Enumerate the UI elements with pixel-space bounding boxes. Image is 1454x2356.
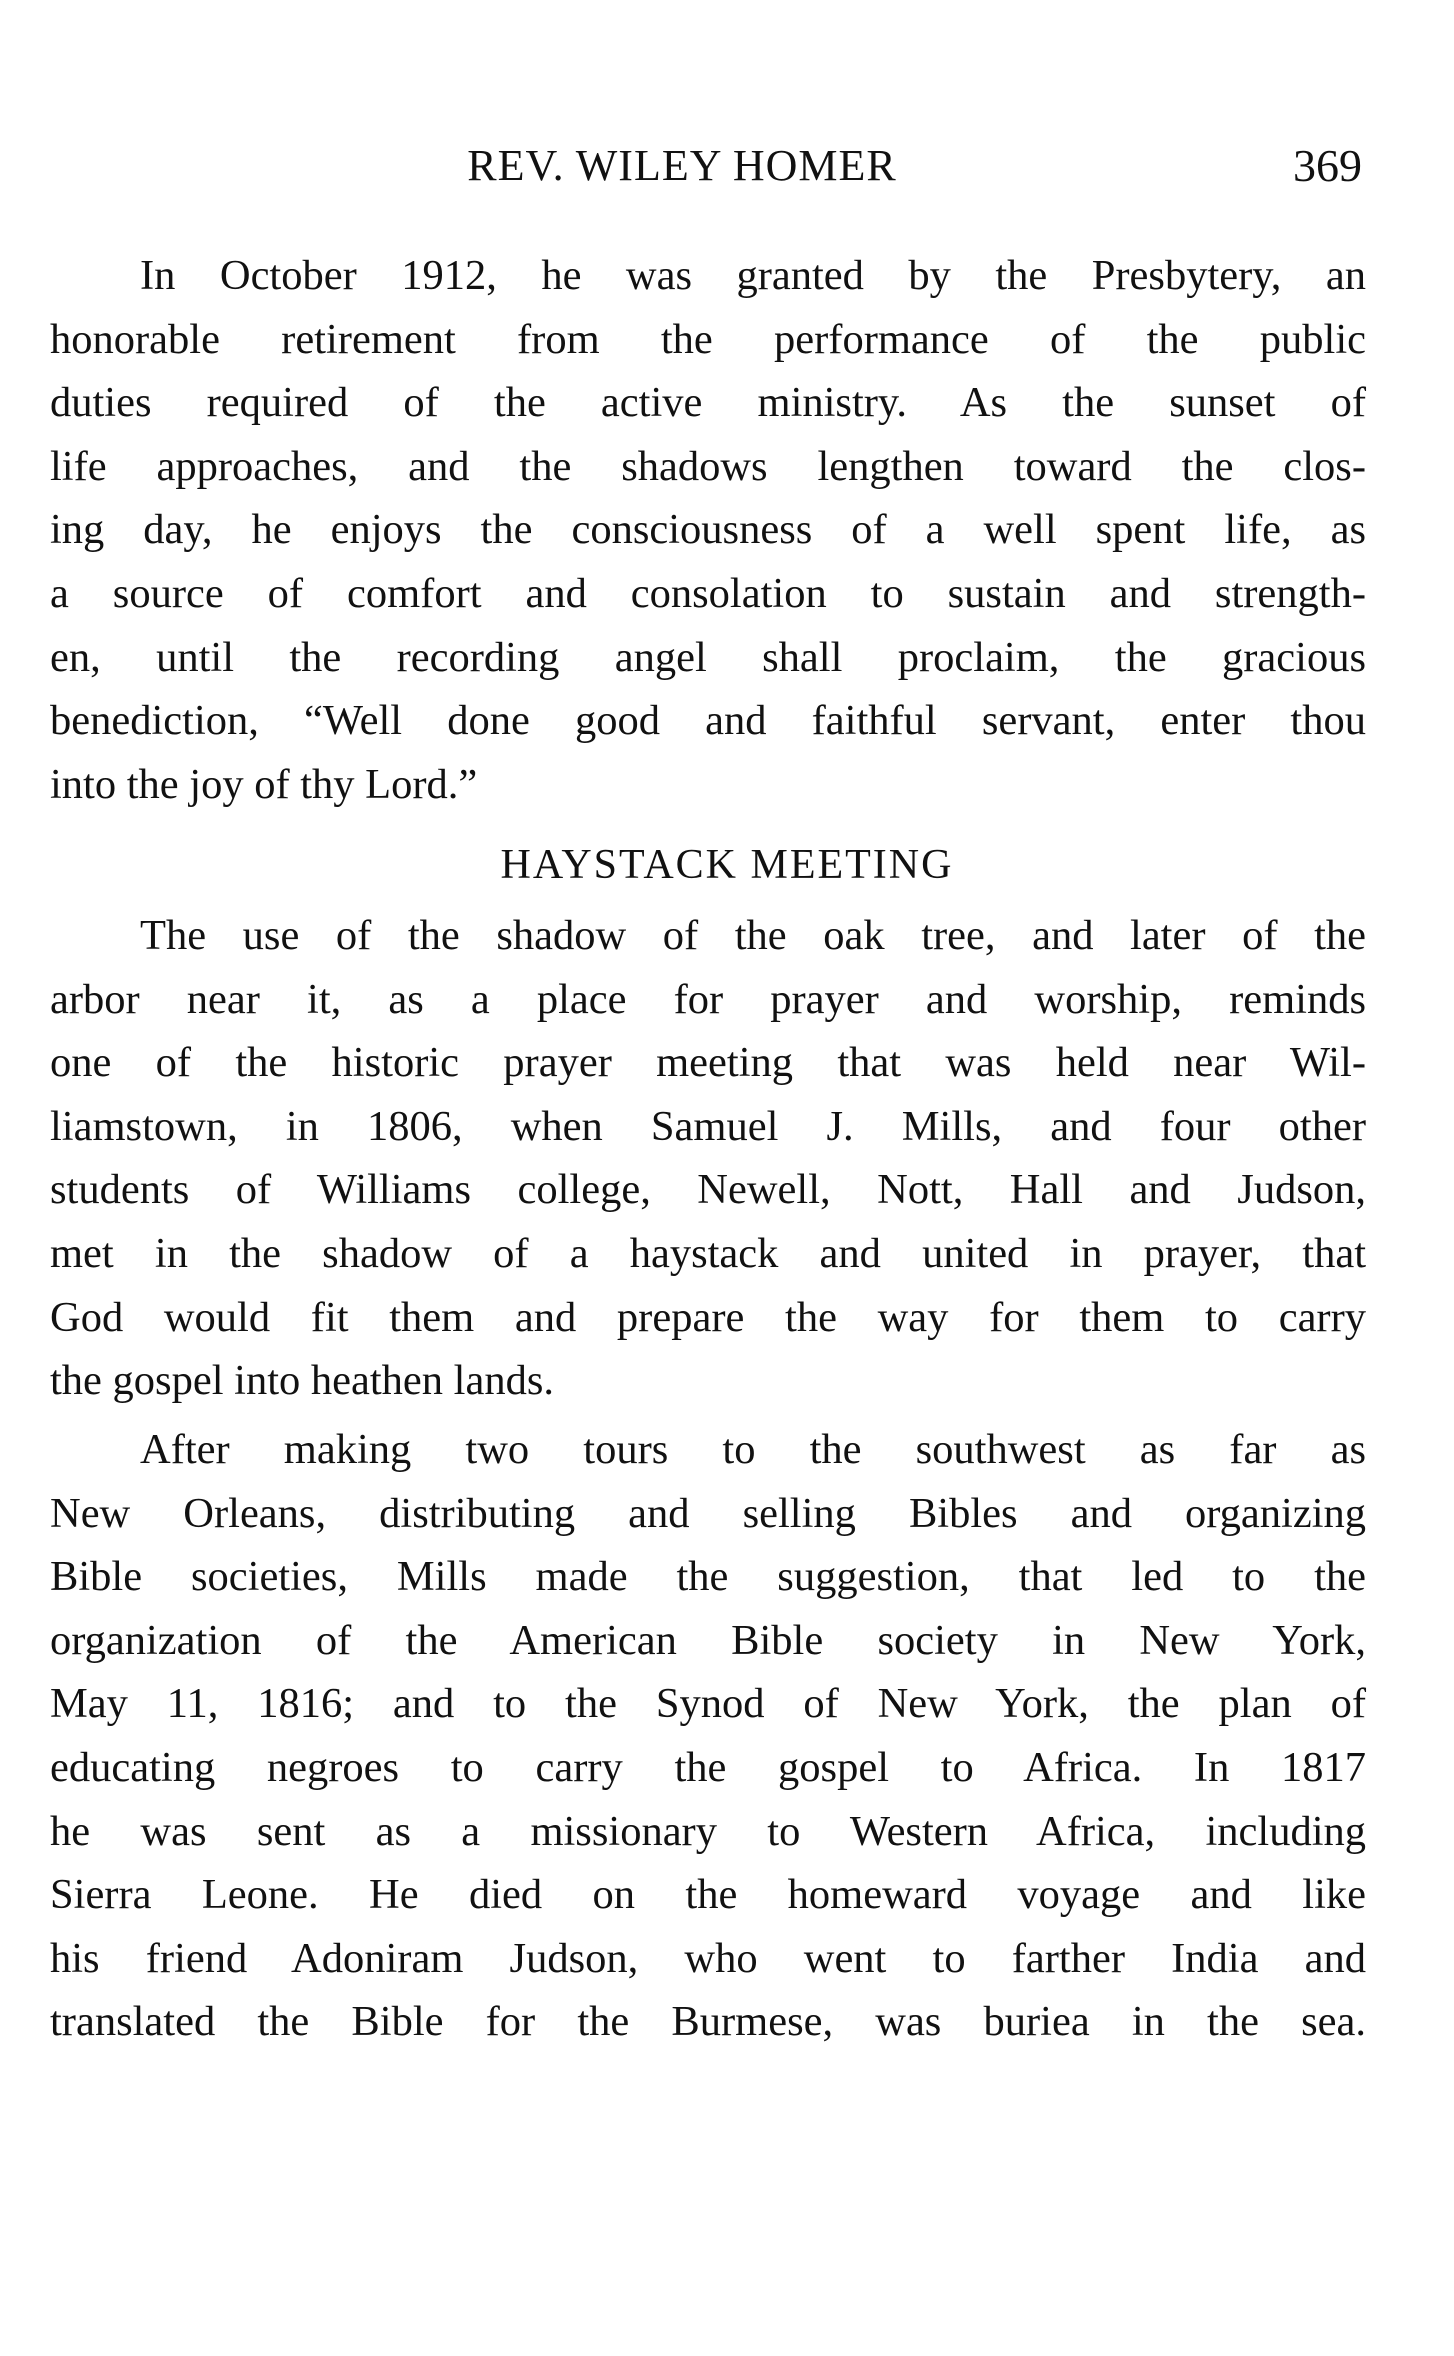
paragraph-mills	[50, 1418, 1366, 2054]
text-line: arbor near it, as a place for prayer and worship, reminds	[50, 975, 1366, 1023]
text-line: ing day, he enjoys the consciousness of a well spent life, as	[50, 506, 1366, 554]
text-line: The use of the shadow of the oak tree, and later of the	[140, 912, 1366, 959]
text-line: God would fit them and prepare the way for them to carry	[50, 1293, 1366, 1341]
text-line: New Orleans, distributing and selling Bibles and organizing	[50, 1489, 1366, 1537]
text-line: duties required of the active ministry. As the sunset of	[50, 379, 1366, 427]
paragraph-haystack	[50, 904, 1366, 1413]
running-head	[52, 136, 1362, 196]
text-line: into the joy of thy Lord.”	[50, 760, 478, 808]
paragraph-retirement	[50, 244, 1366, 816]
text-line: honorable retirement from the performance of the public	[50, 315, 1366, 363]
text-line: May 11, 1816; and to the Synod of New York, the plan of	[50, 1680, 1366, 1728]
paragraph-text	[50, 904, 1366, 1413]
section-heading: HAYSTACK MEETING	[500, 842, 954, 888]
text-line: the gospel into heathen lands.	[50, 1357, 554, 1405]
text-line: his friend Adoniram Judson, who went to farther India and	[50, 1934, 1366, 1982]
text-line: translated the Bible for the Burmese, was buriea in the sea.	[50, 1998, 1366, 2046]
text-line: benediction, “Well done good and faithful servant, enter thou	[50, 697, 1366, 745]
text-line: met in the shadow of a haystack and united in prayer, that	[50, 1229, 1366, 1277]
text-line: organization of the American Bible society in New York,	[50, 1616, 1366, 1664]
text-line: Sierra Leone. He died on the homeward voyage and like	[50, 1871, 1366, 1919]
text-line: students of Williams college, Newell, Nott, Hall and Judson,	[50, 1166, 1366, 1214]
text-line: a source of comfort and consolation to sustain and strength-	[50, 569, 1366, 617]
text-line: he was sent as a missionary to Western Africa, including	[50, 1807, 1366, 1855]
text-line: liamstown, in 1806, when Samuel J. Mills, and four other	[50, 1102, 1366, 1150]
text-line: life approaches, and the shadows lengthen toward the clos-	[50, 442, 1366, 490]
page-number: 369	[1293, 140, 1362, 191]
text-line: After making two tours to the southwest as far as	[140, 1426, 1366, 1473]
text-line: en, until the recording angel shall proclaim, the gracious	[50, 633, 1366, 681]
text-line: one of the historic prayer meeting that was held near Wil-	[50, 1039, 1366, 1087]
text-line: Bible societies, Mills made the suggestion, that led to the	[50, 1553, 1366, 1601]
text-line: In October 1912, he was granted by the Presbytery, an	[140, 252, 1366, 299]
text-line: educating negroes to carry the gospel to Africa. In 1817	[50, 1743, 1366, 1791]
paragraph-text	[50, 244, 1366, 816]
running-title: REV. WILEY HOMER	[467, 141, 897, 190]
paragraph-text	[50, 1418, 1366, 2054]
